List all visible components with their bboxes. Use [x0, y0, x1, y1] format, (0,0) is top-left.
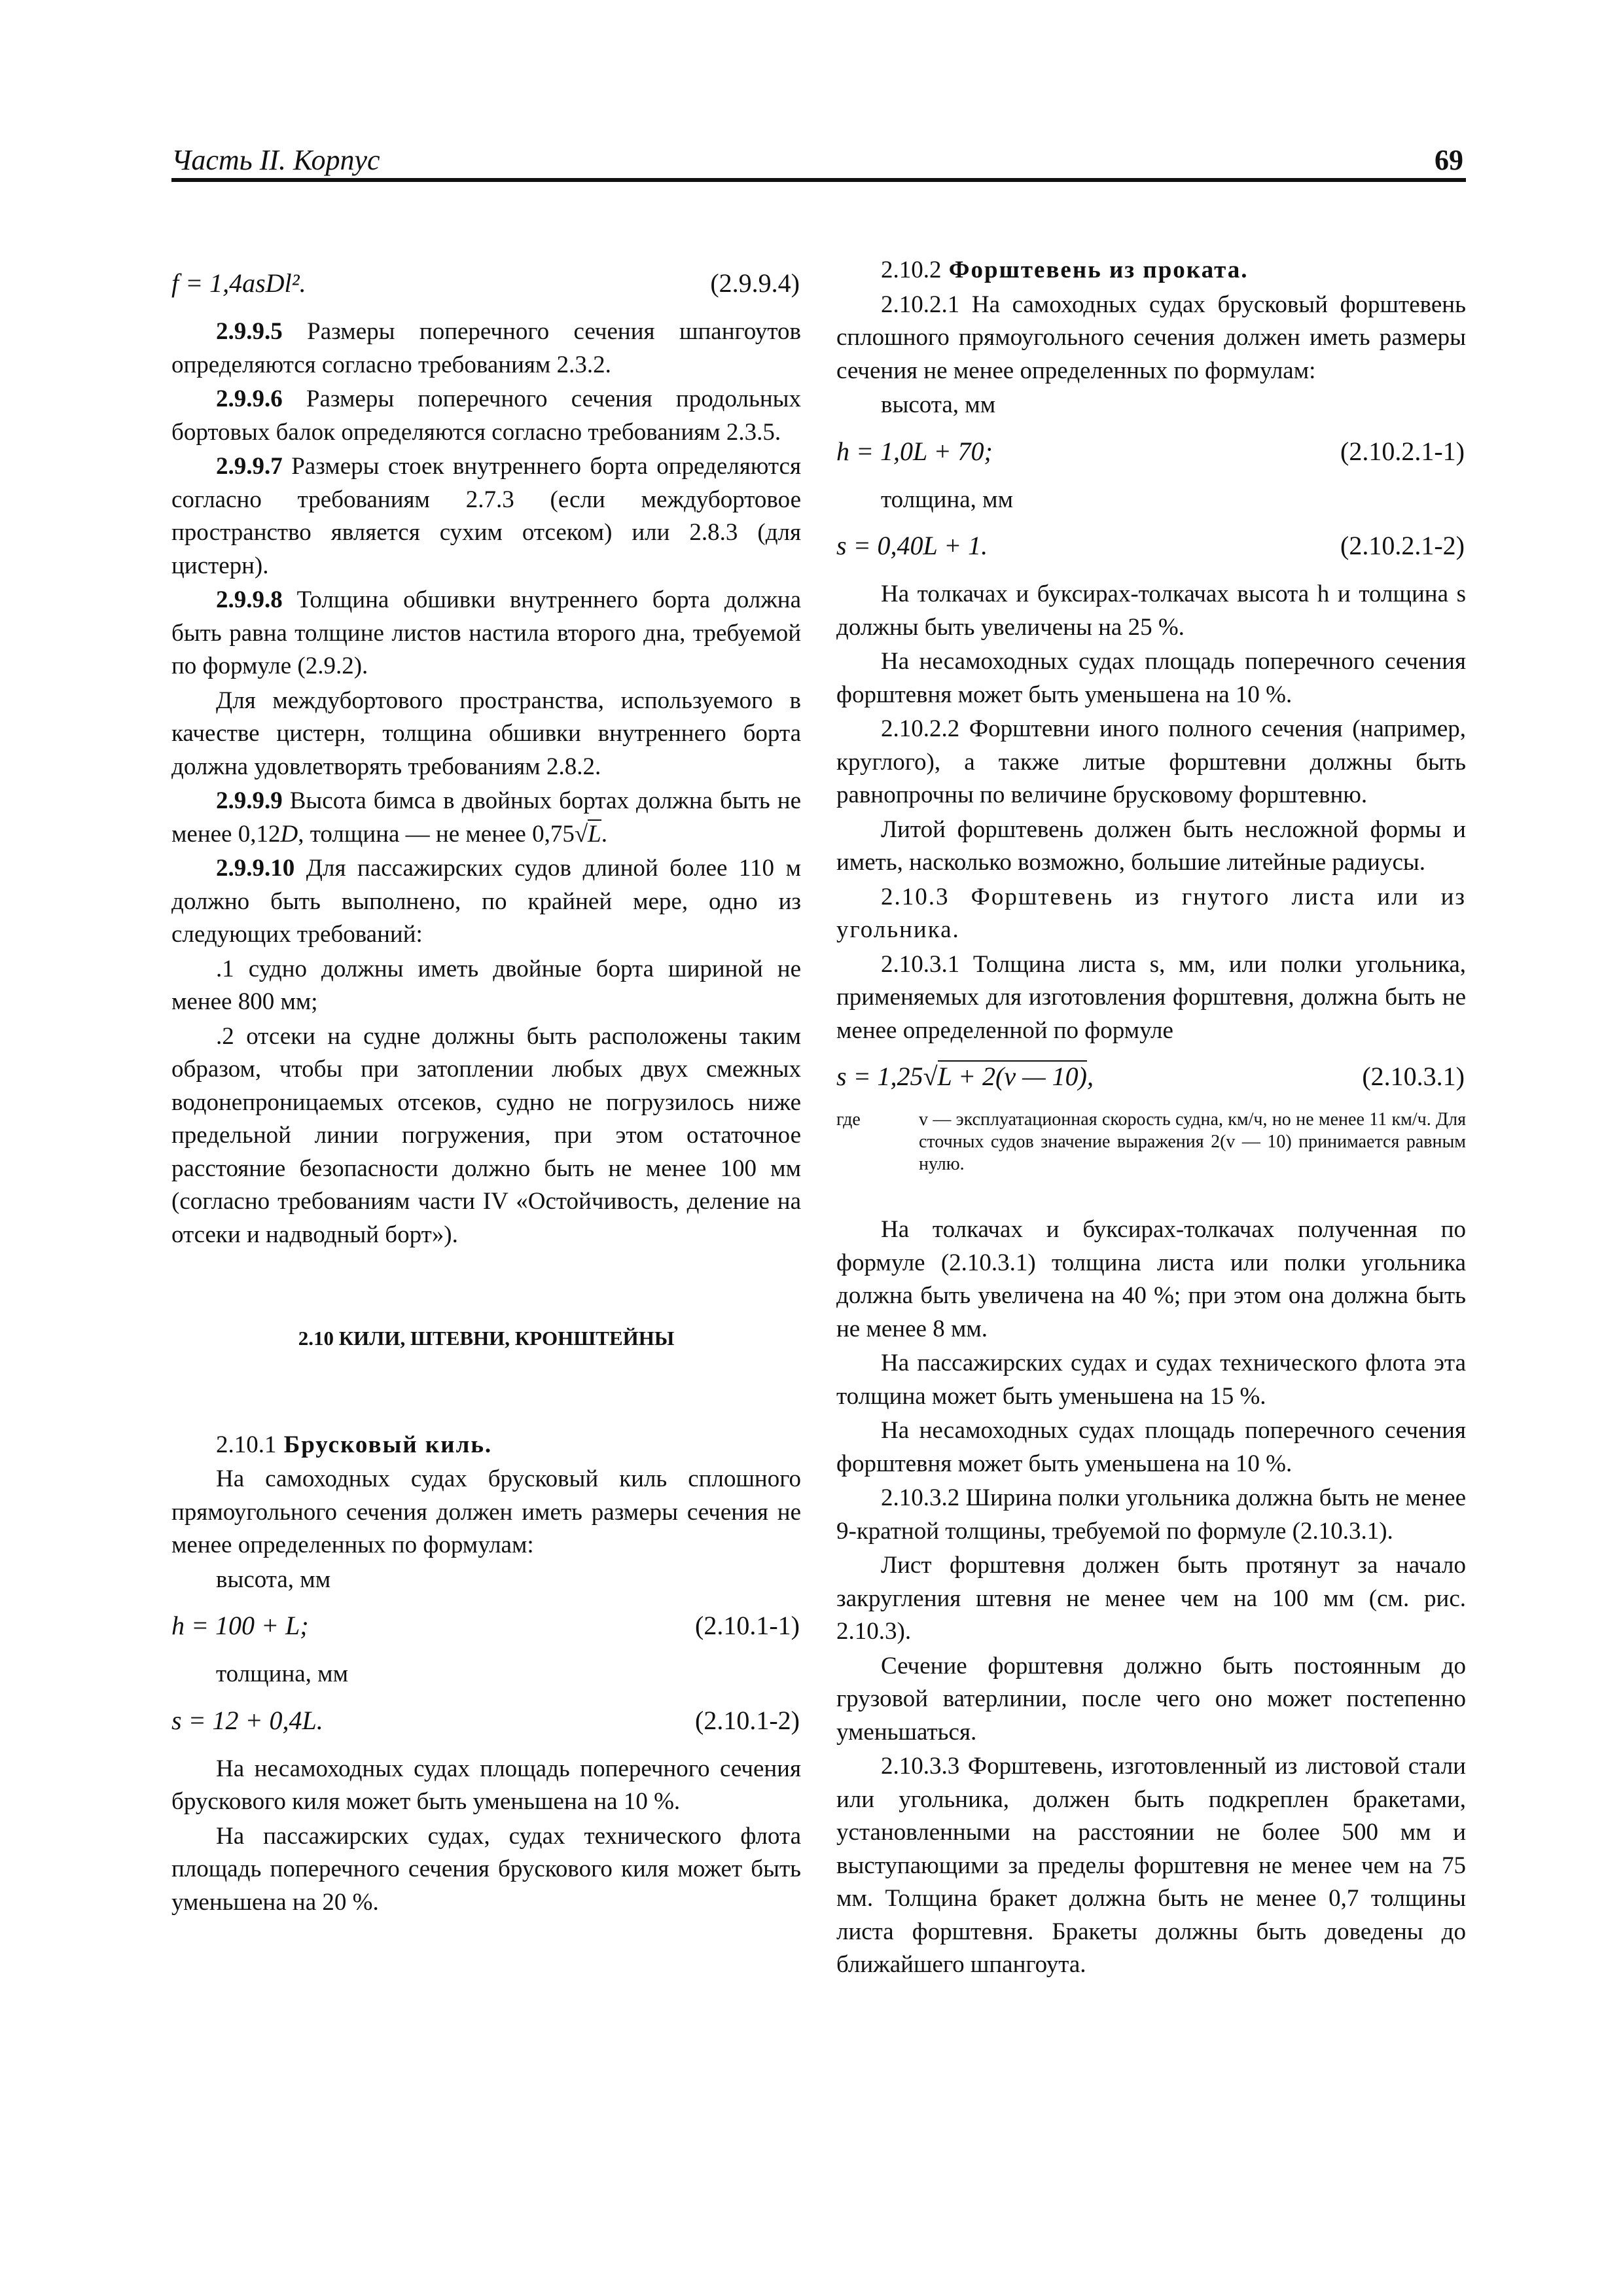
paragraph-non-self-propelled-stem: На несамоходных судах площадь поперечного сечения форштевня может быть уменьшена на 10 %. [836, 648, 1466, 708]
label-thickness: толщина, мм [881, 486, 1014, 513]
formula-expression: s = 12 + 0,4L. [171, 1705, 323, 1735]
formula-2-10-1-1 [171, 1605, 801, 1646]
clause-number: 2.10.3.2 [881, 1484, 960, 1511]
paragraph-end: . [601, 820, 607, 848]
symbol-d: D [280, 820, 298, 848]
paragraph-2-10-3: 2.10.3 Форштевень из гнутого листа или из угольника. [836, 883, 1466, 943]
paragraph-text: Ширина полки угольника должна быть не менее 9-кратной толщины, требуемой по формуле (2.10.3.1). [836, 1484, 1466, 1545]
paragraph-text: Толщина обшивки внутреннего борта должна быть равна толщине листов настила второго дна, требуемой по формуле (2.9.2). [171, 586, 801, 679]
formula-2-9-9-4 [171, 263, 801, 304]
clause-number: 2.9.9.9 [216, 787, 283, 814]
paragraph-2-10-1 [171, 1429, 801, 1462]
paragraph-2-10-3-2 [836, 1482, 1466, 1548]
paragraph-text: Размеры поперечного сечения продольных бортовых балок определяются согласно требованиям 2.3.5. [171, 386, 801, 446]
paragraph-text: Для пассажирских судов длиной более 110 м должно быть выполнено, по крайней мере, одно из следующих требований: [171, 855, 801, 948]
formula-expression: h = 100 + L; [171, 1611, 309, 1640]
symbol-l: L [588, 820, 601, 848]
paragraph-2-10-3-1: 2.10.3.1 Толщина листа s, мм, или полки угольника, применяемых для изготовления форштевня, должна быть не менее определенной по формуле [836, 950, 1466, 1044]
paragraph-non-self-propelled-keel: На несамоходных судах площадь поперечного сечения брускового киля может быть уменьшена на 10 %. [171, 1755, 801, 1815]
paragraph-passenger-keel: На пассажирских судах, судах технического флота площадь поперечного сечения брускового киля может быть уменьшена на 20 %. [171, 1822, 801, 1916]
clause-title: Форштевень из проката. [941, 257, 1249, 283]
paragraph-stem-plate-extension: Лист форштевня должен быть протянут за начало закругления штевня не менее чем на 100 мм (см. рис. 2.10.3). [836, 1552, 1466, 1645]
paragraph-2-9-9-9 [171, 785, 801, 851]
paragraph-2-9-9-7 [171, 450, 801, 583]
note-text: v — эксплуатационная скорость судна, км/ч, но не менее 11 км/ч. Для сточных судов значение выражения 2(v — 10) принимается равным нулю. [919, 1109, 1466, 1174]
paragraph-stem-section-constant: Сечение форштевня должно быть постоянным до грузовой ватерлинии, после чего оно может постепенно уменьшаться. [836, 1652, 1466, 1746]
paragraph-2-10-3-3 [836, 1750, 1466, 1982]
right-column [836, 254, 1466, 1983]
clause-title: Брусковый киль. [276, 1431, 493, 1458]
list-item-2: .2 отсеки на судне должны быть расположены таким образом, чтобы при затоплении любых двух смежных водонепроницаемых отсеков, судно не погрузилось ниже предельной линии погружения, при этом остаточное расстояние безопасности должно быть не менее 100 мм (согласно требованиям части IV «Остойчивость, деление на отсеки и надводный борт»). [171, 1022, 801, 1248]
left-column [171, 254, 801, 1920]
sqrt-sign: √ [923, 1062, 938, 1091]
paragraph-passenger-thickness: На пассажирских судах и судах технического флота эта толщина может быть уменьшена на 15 %. [836, 1350, 1466, 1410]
paragraph-2-10-2-1: 2.10.2.1 На самоходных судах брусковый форштевень сплошного прямоугольного сечения должен иметь размеры сечения не менее определенных по формулам: [836, 291, 1466, 384]
formula-number: (2.10.1-2) [695, 1705, 800, 1735]
page-number: 69 [1435, 144, 1463, 176]
formula-expression [836, 1060, 1094, 1094]
formula-expression: f = 1,4asDl². [171, 268, 306, 298]
paragraph-text: , толщина — не менее 0,75 [298, 820, 575, 848]
clause-number: 2.9.9.5 [216, 318, 283, 345]
paragraph-text: Размеры поперечного сечения шпангоутов определяются согласно требованиям 2.3.2. [171, 318, 801, 378]
note-where: где [836, 1109, 861, 1130]
header-title: Часть II. Корпус [171, 144, 380, 176]
label-height: высота, мм [216, 1566, 331, 1593]
clause-number: 2.9.9.10 [216, 855, 295, 882]
formula-number: (2.10.2.1-2) [1340, 531, 1465, 560]
formula-expression: s = 0,40L + 1. [836, 531, 988, 560]
sqrt-sign: √ [574, 820, 588, 848]
formula-2-10-2-1-2 [836, 526, 1466, 566]
formula-2-10-2-1-1 [836, 431, 1466, 472]
paragraph-2-9-9-6 [171, 383, 801, 449]
clause-number: 2.10.3.3 [881, 1753, 960, 1780]
formula-suffix: , [1087, 1062, 1094, 1091]
clause-number: 2.10.2.2 [881, 715, 960, 742]
formula-note [836, 1109, 1466, 1175]
clause-number: 2.10.2 [881, 257, 942, 283]
paragraph-text: Высота бимса в двойных бортах должна быть не менее 0,12 [171, 787, 801, 848]
clause-number: 2.9.9.7 [216, 453, 283, 480]
formula-2-10-1-2 [171, 1700, 801, 1741]
list-item-1: .1 судно должны иметь двойные борта шириной не менее 800 мм; [171, 955, 801, 1015]
paragraph-2-10-2-2 [836, 713, 1466, 812]
paragraph-keel-requirements: На самоходных судах брусковый киль сплошного прямоугольного сечения должен иметь размеры сечения не менее определенных по формулам: [171, 1465, 801, 1558]
label-height: высота, мм [881, 391, 996, 418]
formula-radicand: L + 2(v — 10) [937, 1062, 1087, 1091]
paragraph-cast-stem: Литой форштевень должен быть несложной формы и иметь, насколько возможно, большие литейные радиусы. [836, 816, 1466, 876]
clause-number: 2.9.9.8 [216, 586, 283, 613]
label-thickness: толщина, мм [216, 1660, 349, 1687]
header-rule [171, 178, 1466, 182]
paragraph-2-10-2 [836, 254, 1466, 287]
clause-number: 2.10.1 [216, 1431, 277, 1458]
paragraph-double-side-tanks: Для междубортового пространства, используемого в качестве цистерн, толщина обшивки внутреннего борта должна удовлетворять требованиям 2.8.2. [171, 687, 801, 780]
section-heading: 2.10 КИЛИ, ШТЕВНИ, КРОНШТЕЙНЫ [298, 1327, 675, 1350]
paragraph-2-9-9-10 [171, 852, 801, 952]
paragraph-text: Форштевни иного полного сечения (например, круглого), а также литые форштевни должны быть равнопрочны по величине брусковому форштевню. [836, 715, 1466, 808]
formula-prefix: s = 1,25 [836, 1062, 923, 1091]
paragraph-2-9-9-5 [171, 315, 801, 382]
paragraph-non-self-propelled-section: На несамоходных судах площадь поперечного сечения форштевня может быть уменьшена на 10 %. [836, 1417, 1466, 1477]
paragraph-2-9-9-8 [171, 584, 801, 683]
formula-number: (2.10.1-1) [695, 1611, 800, 1640]
formula-expression: h = 1,0L + 70; [836, 436, 993, 466]
formula-number: (2.10.3.1) [1362, 1062, 1465, 1091]
formula-number: (2.10.2.1-1) [1340, 436, 1465, 466]
paragraph-pushers-thickness: На толкачах и буксирах-толкачах полученная по формуле (2.10.3.1) толщина листа или полки угольника должна быть увеличена на 40 %; при этом она должна быть не менее 8 мм. [836, 1216, 1466, 1342]
paragraph-text: Размеры стоек внутреннего борта определяются согласно требованиям 2.7.3 (если междубортовое пространство является сухим отсеком) или 2.8.3 (для цистерн). [171, 453, 801, 579]
formula-number: (2.9.9.4) [710, 268, 800, 298]
clause-number: 2.9.9.6 [216, 386, 283, 412]
formula-2-10-3-1 [836, 1056, 1466, 1097]
paragraph-text: Форштевень, изготовленный из листовой стали или угольника, должен быть подкреплен бракетами, установленными на расстоянии не более 500 мм и выступающими за пределы форштевня не менее чем на 75 мм. Толщина бракет должна быть не менее 0,7 толщины листа форштевня. Бракеты должны быть доведены до ближайшего шпангоута. [836, 1753, 1466, 1978]
running-header [171, 143, 1466, 182]
paragraph-pushers: На толкачах и буксирах-толкачах высота h и толщина s должны быть увеличены на 25 %. [836, 581, 1466, 641]
